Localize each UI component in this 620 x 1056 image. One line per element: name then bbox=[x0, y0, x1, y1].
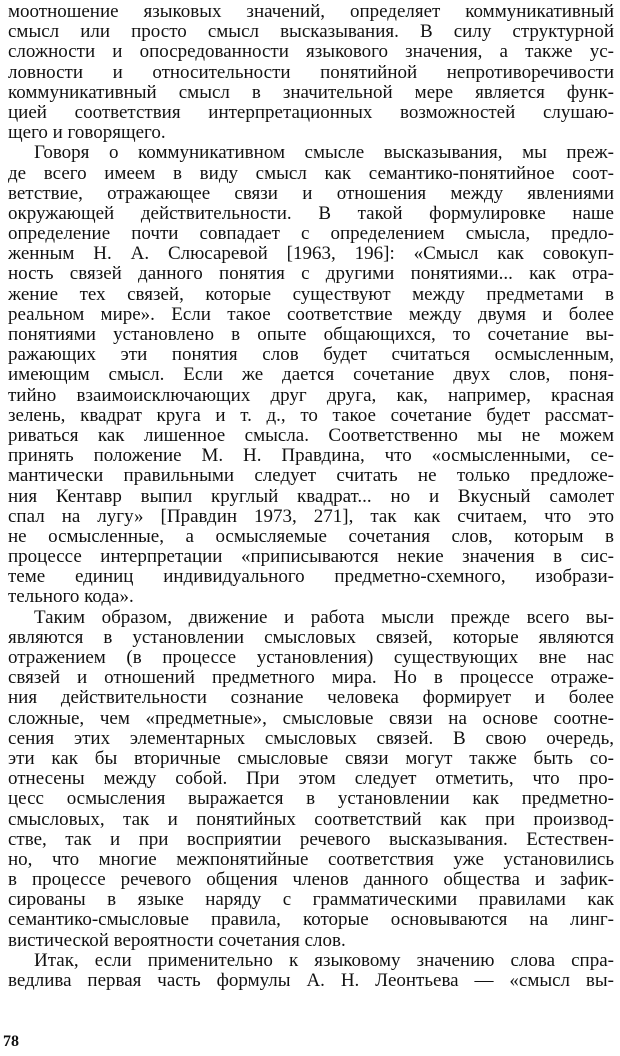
paragraph-3 bbox=[8, 608, 614, 951]
text-line: щего и говорящего. bbox=[8, 123, 166, 144]
text-line: жение тех связей, которые существуют между предметами в bbox=[8, 284, 614, 305]
text-line: тельного кода». bbox=[8, 587, 134, 608]
text-line: смысловых, так и понятийных соответствий как при производ- bbox=[8, 809, 614, 830]
text-line: ловности и относительности понятийной непротиворечивости bbox=[8, 62, 614, 83]
text-line: цесс осмысления выражается в установлении как предметно- bbox=[8, 789, 614, 810]
text-line: моотношение языковых значений, определяет коммуникативный bbox=[8, 2, 614, 22]
text-line: спал на лугу» [Правдин 1973, 271], так как считаем, что это bbox=[8, 506, 614, 527]
text-line: Говоря о коммуникативном смысле высказывания, мы преж- bbox=[34, 143, 614, 164]
text-line: Итак, если применительно к языковому значению слова спра- bbox=[34, 950, 614, 971]
text-line: принять положение М. Н. Правдина, что «осмысленными, се- bbox=[8, 446, 614, 467]
text-line: понятиями установлено в опыте общающихся, то сочетание вы- bbox=[8, 325, 614, 345]
text-line: ражающих эти понятия слов будет считаться осмысленным, bbox=[8, 345, 614, 366]
text-line: смысл или просто смысл высказывания. В силу структурной bbox=[8, 22, 614, 43]
text-line: не осмысленные, а осмысляемые сочетания слов, которым в bbox=[8, 526, 614, 547]
text-line: являются в установлении смысловых связей, которые являются bbox=[8, 627, 614, 648]
text-line: сложности и опосредованности языкового значения, а также ус- bbox=[8, 42, 614, 63]
text-line: риваться как лишенное смысла. Соответственно мы не можем bbox=[8, 425, 614, 446]
text-line: ния Кентавр выпил круглый квадрат... но и Вкусный самолет bbox=[8, 486, 614, 507]
text-line: коммуникативный смысл в значительной мере является функ- bbox=[8, 82, 614, 103]
text-line: связей и отношений предметного мира. Но в процессе отраже- bbox=[8, 668, 614, 689]
text-line: мантически правильными следует считать не только предложе- bbox=[8, 466, 614, 487]
paragraph-2 bbox=[8, 143, 614, 607]
text-line: семантико-смысловые правила, которые основываются на линг- bbox=[8, 910, 614, 931]
text-line: в процессе речевого общения членов данного общества и зафик- bbox=[8, 870, 614, 891]
text-line: женным Н. А. Слюсаревой [1963, 196]: «Смысл как совокуп- bbox=[8, 244, 614, 265]
text-line: теме единиц индивидуального предметно-схемного, изобрази- bbox=[8, 567, 614, 588]
text-line: отнесены между собой. При этом следует отметить, что про- bbox=[8, 769, 614, 790]
text-line: сения этих элементарных смысловых связей. В свою очередь, bbox=[8, 728, 614, 749]
page-number: 78 bbox=[3, 1033, 19, 1050]
text-line: цией соответствия интерпретационных возможностей слушаю- bbox=[8, 102, 614, 123]
text-line: ния действительности сознание человека формирует и более bbox=[8, 688, 614, 709]
text-line: процессе интерпретации «приписываются некие значения в сис- bbox=[8, 547, 614, 568]
text-line: Таким образом, движение и работа мысли прежде всего вы- bbox=[34, 607, 614, 628]
text-line: тийно взаимоисключающих друг друга, как, например, красная bbox=[8, 385, 614, 406]
text-line: де всего имеем в виду смысл как семантико-понятийное соот- bbox=[8, 163, 614, 184]
text-line: отражением (в процессе установления) существующих вне нас bbox=[8, 648, 614, 668]
text-line: имеющим смысл. Если же дается сочетание двух слов, поня- bbox=[8, 365, 614, 386]
text-line: эти как бы вторичные смысловые связи могут также быть со- bbox=[8, 748, 614, 769]
text-line: но, что многие межпонятийные соответствия уже установились bbox=[8, 849, 614, 870]
text-line: зелень, квадрат круга и т. д., то такое сочетание будет рассмат- bbox=[8, 405, 614, 426]
text-line: ведлива первая часть формулы А. Н. Леонтьева — «смысл вы- bbox=[8, 971, 614, 991]
text-line: ветствие, отражающее связи и отношения между явлениями bbox=[8, 183, 614, 204]
text-line: сированы в языке наряду с грамматическими правилами как bbox=[8, 890, 614, 911]
text-line: ность связей данного понятия с другими понятиями... как отра- bbox=[8, 264, 614, 285]
text-line: вистической вероятности сочетания слов. bbox=[8, 930, 346, 951]
text-line: определение почти совпадает с определением смысла, предло- bbox=[8, 224, 614, 245]
paragraph-1 bbox=[8, 2, 614, 143]
text-line: сложные, чем «предметные», смысловые связи на основе соотне- bbox=[8, 708, 614, 729]
paragraph-4 bbox=[8, 951, 614, 991]
body-text bbox=[8, 2, 614, 991]
text-line: окружающей действительности. В такой формулировке наше bbox=[8, 203, 614, 224]
text-line: реальном мире». Если такое соответствие между двумя и более bbox=[8, 304, 614, 325]
text-line: стве, так и при восприятии речевого высказывания. Естествен- bbox=[8, 829, 614, 850]
